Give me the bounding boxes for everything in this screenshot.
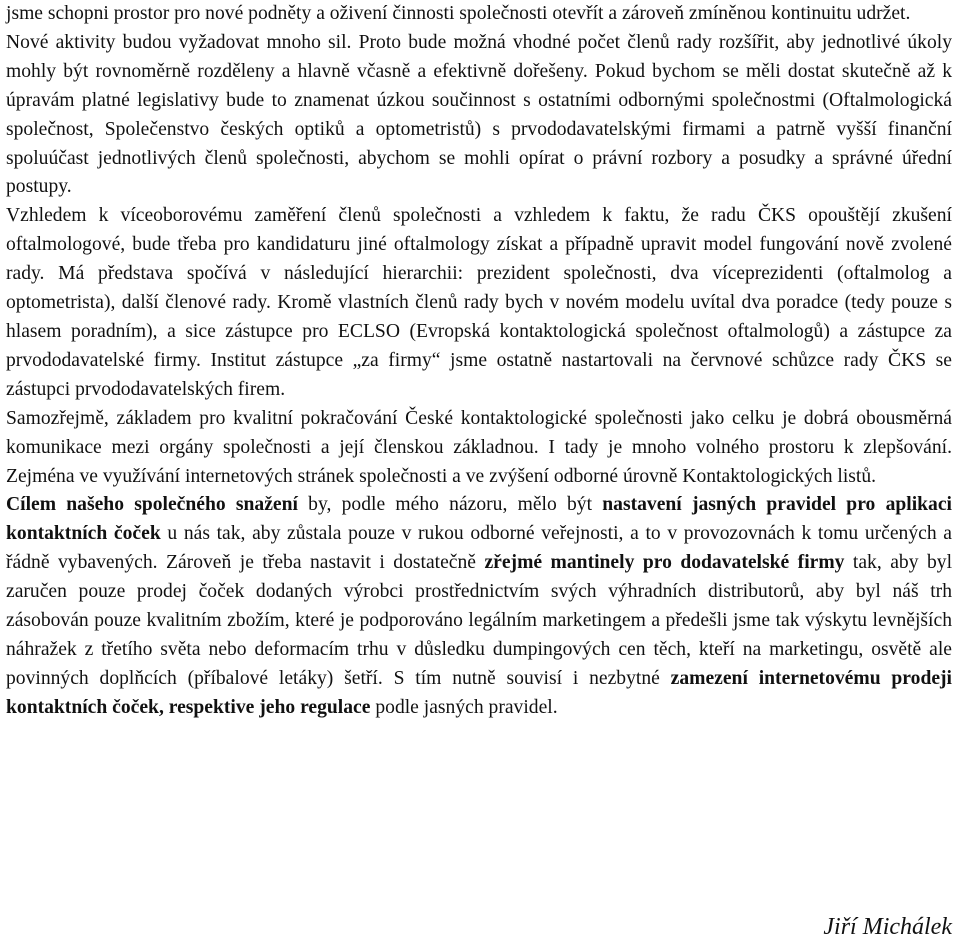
paragraph-5-text-2: u nás tak, aby zůstala pouze v rukou odborné veřejnosti, a to v provozovnách k tomu určených a řádně vybavených. Zároveň je třeba nastavit i dostatečně (6, 523, 952, 574)
bold-phrase-supplier-limits: zřejmé mantinely pro dodavatelské firmy (484, 552, 845, 574)
paragraph-2 (6, 29, 952, 202)
paragraph-4 (6, 405, 952, 492)
paragraph-3 (6, 202, 952, 404)
paragraph-5 (6, 491, 952, 722)
paragraph-5-text-1: by, podle mého názoru, mělo být (297, 494, 603, 516)
bold-phrase-goal: Cílem našeho společného snažení (6, 494, 298, 516)
paragraph-2-text: Nové aktivity budou vyžadovat mnoho sil. Proto bude možná vhodné počet členů rady rozšířit, aby jednotlivé úkoly mohly být rovnoměrně rozděleny a hlavně včasně a efektivně dořešeny. Pokud bychom se měli dostat skutečně až k úpravám platné legislativy bude to znamenat úzkou součinnost s ostatními odbornými společnostmi (Oftalmologická společnost, Společenstvo českých optiků a optometristů) s prvododavatelskými firmami a patrně vyšší finanční spoluúčast jednotlivých členů společnosti, abychom se mohli opírat o právní rozbory a posudky a správné úřední postupy. (6, 31, 952, 198)
paragraph-3-text: Vzhledem k víceoborovému zaměření členů společnosti a vzhledem k faktu, že radu ČKS opouštějí zkušení oftalmologové, bude třeba pro kandidaturu jiné oftalmology získat a případně upravit model fungování nově zvolené rady. Má představa spočívá v následující hierarchii: prezident společnosti, dva víceprezidenti (oftalmolog a optometrista), další členové rady. Kromě vlastních členů rady bych v novém modelu uvítal dva poradce (tedy pouze s hlasem poradním), a sice zástupce pro ECLSO (Evropská kontaktologická společnost oftalmologů) a zástupce za prvododavatelské firmy. Institut zástupce „za firmy“ jsme ostatně nastartovali na červnové schůzce rady ČKS se zástupci prvododavatelských firem. (6, 205, 952, 400)
document-page (6, 0, 952, 723)
paragraph-1 (6, 0, 952, 29)
author-signature: Jiří Michálek (823, 914, 952, 940)
bold-phrase-internet-sales: zamezení internetovému prodeji kontaktních čoček, respektive jeho regulace (6, 667, 953, 718)
paragraph-4-text: Samozřejmě, základem pro kvalitní pokračování České kontaktologické společnosti jako celku je dobrá obousměrná komunikace mezi orgány společnosti a její členskou základnou. I tady je mnoho volného prostoru k zlepšování. Zejména ve využívání internetových stránek společnosti a ve zvýšení odborné úrovně Kontaktologických listů. (6, 407, 952, 487)
paragraph-5-text-3: tak, aby byl zaručen pouze prodej čoček dodaných výrobci prostřednictvím svých výhradních distributorů, aby byl náš trh zásobován pouze kvalitním zbožím, které je podporováno legálním marketingem a předešli jsme tak výskytu levnějších náhražek z třetího světa nebo deformacím trhu v důsledku dumpingových cen těch, kteří na marketingu, osvětě ale povinných doplňcích (příbalové letáky) šetří. S tím nutně souvisí i nezbytné (6, 552, 953, 689)
bold-phrase-clear-rules: nastavení jasných pravidel pro aplikaci kontaktních čoček (6, 494, 952, 545)
paragraph-1-text: jsme schopni prostor pro nové podněty a oživení činnosti společnosti otevřít a zároveň zmíněnou kontinuitu udržet. (6, 3, 911, 24)
paragraph-5-text-4: podle jasných pravidel. (370, 696, 558, 718)
